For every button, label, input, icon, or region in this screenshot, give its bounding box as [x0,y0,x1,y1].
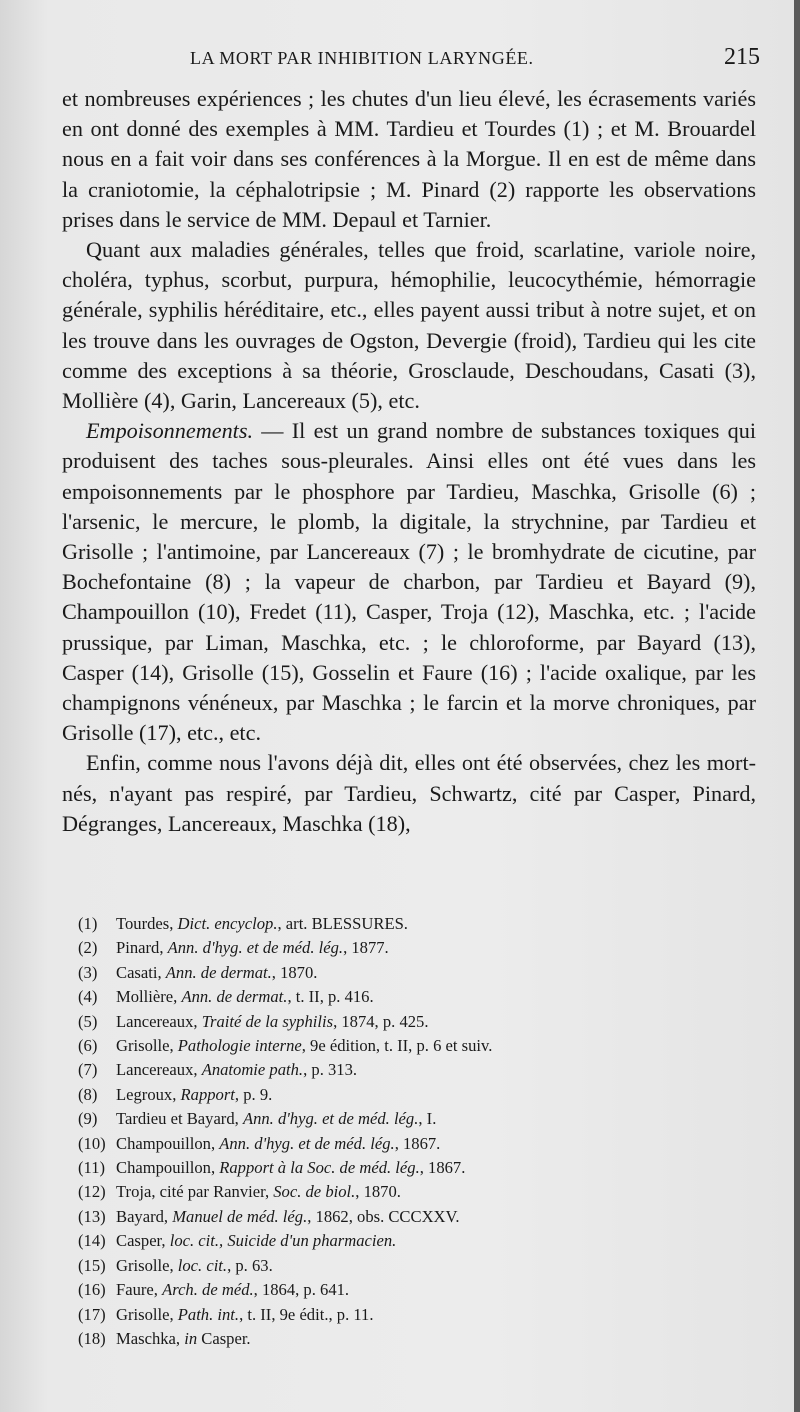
footnote-title: Dict. encyclop. [177,914,278,933]
paragraph-3 [62,416,756,748]
footnote-author: Maschka, [116,1328,185,1348]
section-heading-empoisonnements: Empoisonnements. [86,418,254,444]
footnote-number: (12) [78,1182,106,1202]
running-title: LA MORT PAR INHIBITION LARYNGÉE. [190,48,534,68]
footnote-rest: , 1862, obs. CCCXXV. [307,1206,460,1226]
footnote-number: (18) [78,1328,106,1348]
footnote [78,1278,758,1302]
footnote-number: (1) [78,914,98,933]
footnote-title: in [184,1328,198,1348]
footnote-rest: , 1874, p. 425. [333,1011,429,1031]
footnote [78,1107,758,1131]
footnote-number: (2) [78,938,98,958]
footnote [78,1156,758,1180]
footnote [78,1010,758,1034]
footnote-number: (9) [78,1109,98,1129]
footnote-title: Traité de la syphilis [201,1011,334,1031]
footnote-rest: , p. 63. [227,1255,273,1275]
footnote-author: Mollière, [116,987,182,1007]
footnote-author: Pinard, [116,938,168,958]
footnote [78,985,758,1009]
footnote-title: Soc. de biol. [273,1182,356,1202]
footnote-rest: , 1867. [394,1133,441,1153]
footnote [78,1327,758,1351]
page-header [190,44,760,74]
footnote-title: loc. cit. [177,1255,228,1275]
footnote-number: (17) [78,1304,106,1324]
page-edge-shadow [794,0,800,1412]
footnote-rest: , 1870. [271,962,318,982]
footnote-title: Ann. d'hyg. et de méd. lég. [242,1109,419,1129]
footnote-number: (15) [78,1255,106,1275]
footnote [78,1205,758,1229]
paragraph-1: et nombreuses expériences ; les chutes d'un lieu élevé, les écrasements variés en ont donné des exemples à MM. Tardieu et Tourdes (1) ; et M. Brouardel nous en a fait voir dans ses conférences à la Morgue. Il en est de même dans la craniotomie, la céphalotripsie ; M. Pinard (2) rapporte les observations prises dans le service de MM. Depaul et Tarnier. [62,86,756,232]
footnote-number: (4) [78,987,98,1007]
footnote-rest: , 1864, p. 641. [253,1280,350,1300]
footnote-title: Anatomie path. [201,1060,304,1080]
footnote-author: Legroux, [116,1084,181,1104]
footnote-number: (5) [78,1011,98,1031]
footnote [78,912,758,936]
footnote-title: Arch. de méd. [162,1280,254,1300]
footnote-author: Grisolle, [116,1036,178,1056]
footnote-number: (8) [78,1084,98,1104]
footnote [78,1254,758,1278]
paragraph-2: Quant aux maladies générales, telles que froid, scarlatine, variole noire, choléra, typhus, scorbut, purpura, hémophilie, leucocythémie, hémorragie générale, syphilis héréditaire, etc., elles payent aussi tribut à notre sujet, et on les trouve dans les ouvrages de Ogston, Devergie (froid), Tardieu qui les cite comme des exceptions à sa théorie, Grosclaude, Deschoudans, Casati (3), Mollière (4), Garin, Lancereaux (5), etc. [62,237,756,414]
footnote-author: Tourdes, [116,914,178,933]
footnote-title: Ann. d'hyg. et de méd. lég. [167,938,344,958]
footnote-rest: , p. 313. [303,1060,358,1080]
footnote-number: (13) [78,1206,106,1226]
paragraph-4: Enfin, comme nous l'avons déjà dit, elles ont été observées, chez les mort-nés, n'ayant pas respiré, par Tardieu, Schwartz, cité par Casper, Pinard, Dégranges, Lancereaux, Maschka (18), [62,750,756,836]
footnote [78,1303,758,1327]
footnote-title: Rapport à la Soc. de méd. lég. [219,1158,420,1178]
footnote-rest: Casper. [197,1328,251,1348]
page-number: 215 [724,44,760,70]
footnote-author: Grisolle, [116,1255,178,1275]
footnote [78,1058,758,1082]
footnote-rest: , art. BLESSURES. [277,914,408,933]
footnote-number: (10) [78,1133,106,1153]
body-text [62,84,756,839]
footnote [78,1229,758,1253]
footnote-author: Champouillon, [116,1158,220,1178]
footnote-number: (7) [78,1060,98,1080]
footnote-title: Ann. de dermat. [181,987,288,1007]
footnote [78,936,758,960]
footnotes [78,912,758,1351]
footnote-title: Path. int. [177,1304,240,1324]
footnote-author: Bayard, [116,1206,173,1226]
footnote-title: Rapport [180,1084,235,1104]
footnote-author: Lancereaux, [116,1060,202,1080]
footnote-rest: , 1877. [343,938,389,958]
footnote-author: Casati, [116,962,166,982]
footnote-author: Tardieu et Bayard, [116,1109,243,1129]
footnote-author: Faure, [116,1280,163,1300]
footnote-rest: , t. II, p. 416. [287,987,374,1007]
footnote-title: Manuel de méd. lég. [172,1206,308,1226]
footnote-rest: , 1870. [355,1182,401,1202]
footnote-number: (11) [78,1158,106,1178]
footnote-author: Grisolle, [116,1304,178,1324]
footnote-author: Lancereaux, [116,1011,202,1031]
footnote-title: Ann. d'hyg. et de méd. lég. [219,1133,395,1153]
footnote [78,961,758,985]
footnote-author: Champouillon, [116,1133,220,1153]
footnote-number: (3) [78,962,98,982]
footnote-rest: , t. II, 9e édit., p. 11. [239,1304,374,1324]
footnote [78,1034,758,1058]
footnote-author: Casper, [116,1231,170,1251]
footnote-title: Pathologie interne [177,1036,302,1056]
footnote-title: loc. cit., Suicide d'un pharmacien. [169,1231,397,1251]
paragraph-3-text: — Il est un grand nombre de substances toxiques qui produisent des taches sous-pleurales. Ainsi elles ont été vues dans les empoisonnements par le phosphore par Tardieu, Maschka, Grisolle (6) ; l'arsenic, le mercure, le plomb, la digitale, la strychnine, par Tardieu et Grisolle ; l'antimoine, par Lancereaux (7) ; le bromhydrate de cicutine, par Bochefontaine (8) ; la vapeur de charbon, par Tardieu et Bayard (9), Champouillon (10), Fredet (11), Casper, Troja (12), Maschka, etc. ; l'acide prussique, par Liman, Maschka, etc. ; le chloroforme, par Bayard (13), Casper (14), Grisolle (15), Gosselin et Faure (16) ; l'acide oxalique, par les champignons vénéneux, par Maschka ; le farcin et la morve chroniques, par Grisolle (17), etc., etc. [62,418,756,746]
footnote-rest: , I. [418,1109,437,1129]
footnote-rest: , 1867. [419,1158,466,1178]
footnote [78,1132,758,1156]
footnote-rest: , p. 9. [234,1084,273,1104]
footnote [78,1083,758,1107]
footnote-title: Ann. de dermat. [165,962,272,982]
footnote-author: Troja, cité par Ranvier, [116,1182,274,1202]
footnote-number: (16) [78,1280,106,1300]
footnote-rest: , 9e édition, t. II, p. 6 et suiv. [301,1036,493,1056]
footnote-number: (6) [78,1036,98,1056]
footnote [78,1180,758,1204]
footnote-number: (14) [78,1231,106,1251]
